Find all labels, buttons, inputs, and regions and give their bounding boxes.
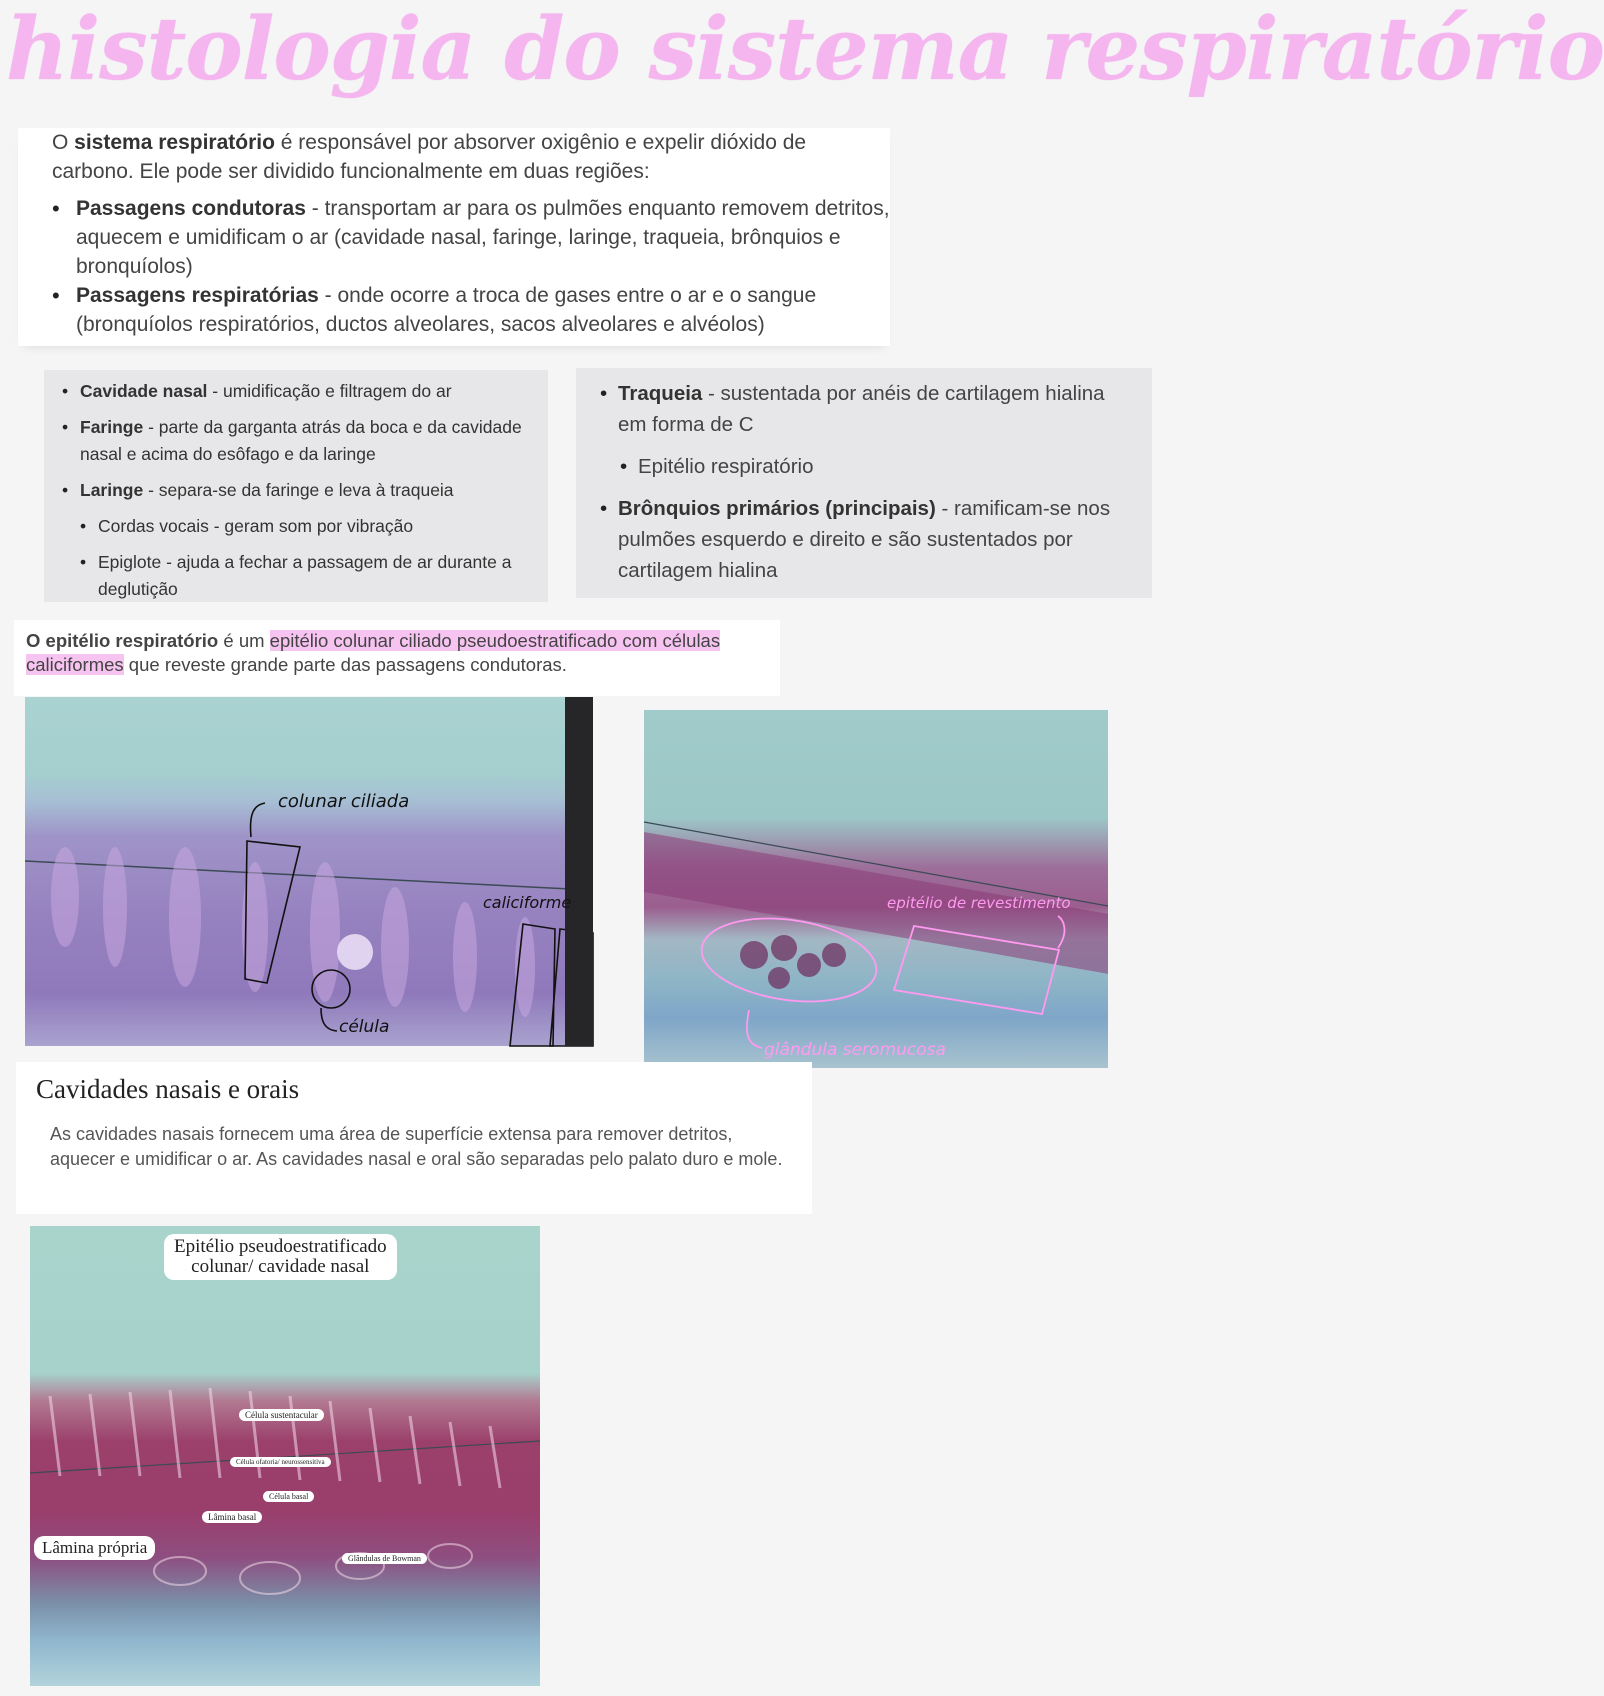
micrograph-seromucous-gland	[644, 710, 1108, 1068]
list-item: • Faringe - parte da garganta atrás da boca e da cavidade nasal e acima do esôfago e da laringe	[80, 414, 540, 468]
micrograph-texture	[25, 697, 593, 1046]
list-item: • Laringe - separa-se da faringe e leva à traqueia	[80, 477, 540, 504]
conducting-organs-box	[44, 370, 548, 602]
highlight: caliciformes	[26, 654, 124, 675]
trachea-bronchi-box	[576, 368, 1152, 598]
list-item: • Brônquios primários (principais) - ramificam-se nos pulmões esquerdo e direito e são sustentados por cartilagem hialina	[618, 493, 1138, 586]
label-lamina-propria: Lâmina própria	[34, 1536, 155, 1560]
page-title: histologia do sistema respiratório	[6, 0, 1604, 100]
label-sustentacular-cell: Célula sustentacular	[239, 1409, 324, 1421]
section-text: As cavidades nasais fornecem uma área de superfície extensa para remover detritos, aquecer e umidificar o ar. As cavidades nasal e oral são separadas pelo palato duro e mole.	[50, 1124, 783, 1169]
list-item: • Traqueia - sustentada por anéis de cartilagem hialina em forma de C	[618, 378, 1138, 440]
micrograph-title: Epitélio pseudoestratificado colunar/ cavidade nasal	[164, 1234, 397, 1280]
label-goblet: caliciforme	[483, 893, 572, 912]
highlight: epitélio colunar ciliado pseudoestratificado com células	[269, 630, 721, 651]
nasal-cavities-section	[16, 1062, 812, 1214]
label-olfactory-cell: Célula ofatoria/ neurossensitiva	[230, 1457, 331, 1467]
label-cell: célula	[339, 1017, 390, 1037]
section-heading: Cavidades nasais e orais	[36, 1074, 300, 1104]
list-item: • Epitélio respiratório	[638, 451, 1138, 482]
label-basal-cell: Célula basal	[263, 1491, 314, 1502]
label-basal-lamina: Lâmina basal	[202, 1511, 262, 1523]
epithelium-definition: O epitélio respiratório é um epitélio colunar ciliado pseudoestratificado com células caliciformes que reveste grande parte das passagens condutoras.	[14, 620, 780, 696]
micrograph-olfactory-epithelium	[30, 1226, 540, 1686]
intro-list	[52, 194, 892, 339]
list-item: • Epiglote - ajuda a fechar a passagem de ar durante a deglutição	[98, 549, 540, 603]
label-bowman-glands: Glândulas de Bowman	[342, 1553, 427, 1564]
list-item: • Passagens respiratórias - onde ocorre a troca de gases entre o ar e o sangue (bronquíolos respiratórios, ductos alveolares, sacos alveolares e alvéolos)	[52, 281, 892, 339]
list-item: • Cordas vocais - geram som por vibração	[98, 513, 540, 540]
micrograph-texture	[644, 710, 1108, 1068]
list-item: • Cavidade nasal - umidificação e filtragem do ar	[80, 378, 540, 405]
micrograph-respiratory-epithelium	[25, 697, 593, 1046]
list-item: • Passagens condutoras - transportam ar para os pulmões enquanto removem detritos, aquecem e umidificam o ar (cavidade nasal, faringe, laringe, traqueia, brônquios e bronquíolos)	[52, 194, 892, 281]
intro-paragraph: O sistema respiratório é responsável por absorver oxigênio e expelir dióxido de carbono. Ele pode ser dividido funcionalmente em duas regiões:	[52, 131, 807, 183]
label-lining-epithelium: epitélio de revestimento	[887, 894, 1071, 912]
label-seromucous-gland: glândula seromucosa	[764, 1040, 946, 1060]
intro-panel	[18, 128, 890, 346]
micrograph-texture	[30, 1226, 540, 1686]
dark-strip	[565, 697, 593, 1046]
label-columnar-ciliated: colunar ciliada	[278, 791, 410, 812]
